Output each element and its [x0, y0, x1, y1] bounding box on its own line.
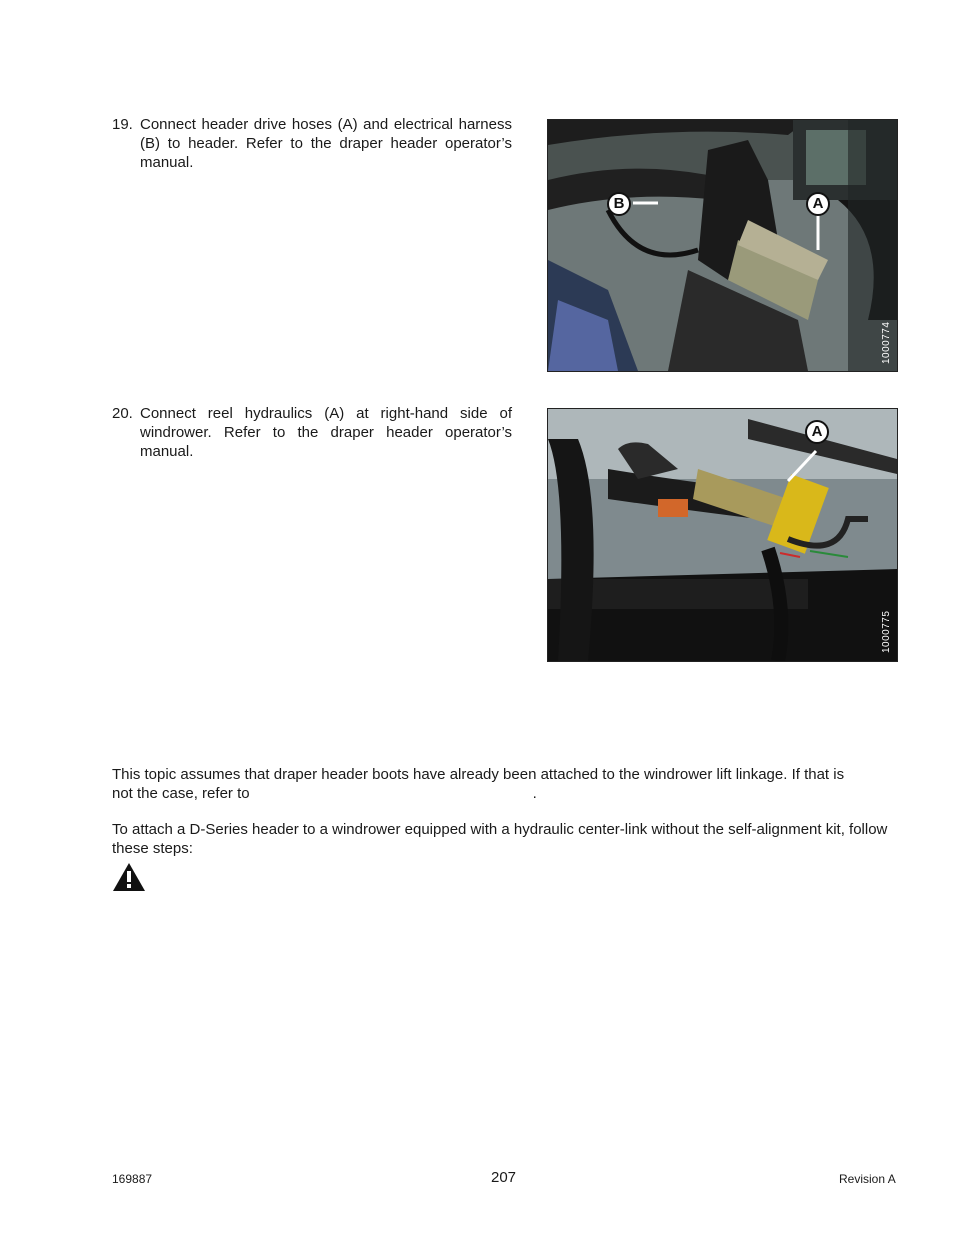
- callout-a: A: [806, 192, 830, 216]
- revision: Revision A: [839, 1172, 896, 1186]
- intro-line-2-start: not the case, refer to: [112, 785, 250, 802]
- procedure-line-1: To attach a D-Series header to a windrower equipped with a hydraulic center-link without the self-alignment kit, follow: [112, 821, 888, 838]
- callout-b: B: [607, 192, 631, 216]
- page-number: 207: [491, 1169, 517, 1186]
- step-text: Connect header drive hoses (A) and electrical harness (B) to header. Refer to the draper header operator’s manual.: [140, 116, 512, 171]
- step-19: [112, 115, 512, 175]
- step-number: 20.: [112, 405, 133, 422]
- step-20: [112, 404, 512, 464]
- figure-id: 1000774: [881, 321, 892, 364]
- doc-number: 169887: [112, 1172, 153, 1186]
- figure-reel-hydraulics: [547, 408, 898, 662]
- intro-line-2-end: .: [532, 785, 537, 802]
- figure-header-drive-hoses: [547, 119, 898, 372]
- intro-line-1: This topic assumes that draper header boots have already been attached to the windrower lift linkage. If that is: [112, 766, 845, 783]
- procedure-line-2: these steps:: [112, 840, 193, 857]
- figure-id: 1000775: [881, 610, 892, 653]
- step-text: Connect reel hydraulics (A) at right-hand side of windrower. Refer to the draper header operator’s manual.: [140, 405, 512, 460]
- procedure-paragraph: [112, 820, 912, 858]
- intro-paragraph: [112, 765, 912, 803]
- callout-a: A: [805, 420, 829, 444]
- warning-triangle-icon: [112, 862, 146, 892]
- step-number: 19.: [112, 116, 133, 133]
- intro-line-2: [112, 784, 912, 803]
